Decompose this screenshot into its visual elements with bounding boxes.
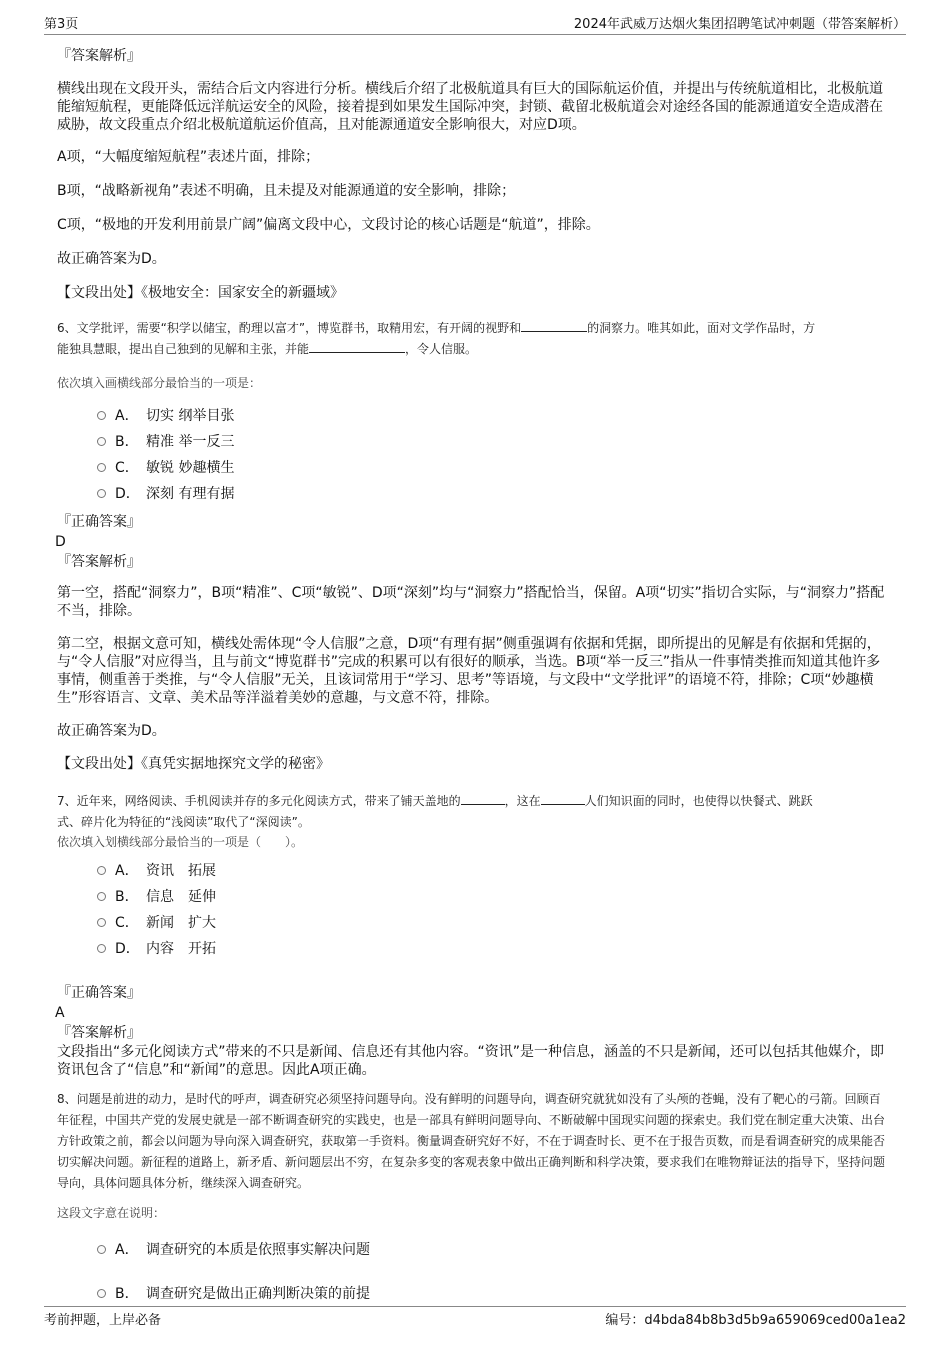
q7-option-b[interactable] [97,883,892,909]
option-text: 信息 延伸 [146,889,216,905]
radio-icon[interactable] [97,1289,106,1298]
q7-instruction: 依次填入划横线部分最恰当的一项是（ ）。 [57,835,304,849]
option-letter: A． [115,1242,139,1258]
radio-icon[interactable] [97,489,106,498]
q6-option-c[interactable] [97,454,892,480]
radio-icon[interactable] [97,918,106,927]
q5-analysis-a: A项，“大幅度缩短航程”表述片面，排除； [57,149,320,165]
option-letter: B． [115,1286,139,1302]
q6-options [57,402,892,506]
radio-icon[interactable] [97,463,106,472]
footer-slogan: 考前押题，上岸必备 [44,1312,162,1328]
option-letter: A． [115,863,139,879]
q5-conclusion: 故正确答案为D。 [57,251,166,267]
q7-blank-1 [461,804,505,805]
q6-analysis-p2: 第二空，根据文意可知，横线处需体现“令人信服”之意，D项“有理有据”侧重强调有依据和凭据，即所提出的见解是有依据和凭据的，与“令人信服”对应得当，且与前文“博览群书”完成的积累可以有很好的顺承，当选。B项“举一反三”指从一件事情类推而知道其他许多事情，侧重善于类推，与“令人信服”无关，且该词常用于“学习、思考”等语境，与文段中“文学批评”的语境不符，排除；C项“妙趣横生”形容语言、文章、美术品等洋溢着美妙的意趣，与文意不符，排除。 [57,636,881,706]
q7-stem-part1: 7、近年来，网络阅读、手机阅读并存的多元化阅读方式，带来了铺天盖地的 [57,794,461,808]
q5-analysis-p1: 横线出现在文段开头，需结合后文内容进行分析。横线后介绍了北极航道具有巨大的国际航运价值，并提出与传统航道相比，北极航道能缩短航程，更能降低远洋航运安全的风险，接着提到如果发生国际冲突，封锁、截留北极航道会对途经各国的能源通道安全造成潜在威胁，故文段重点介绍北极航道航运价值高，且对能源通道安全影响很大，对应D项。 [57,81,883,133]
q7-answer-label: 『正确答案』 [57,985,141,1001]
q6-option-a[interactable] [97,402,892,428]
radio-icon[interactable] [97,437,106,446]
q7-options [57,857,892,961]
q6-stem-part3: 能独具慧眼，提出自己独到的见解和主张，并能 [57,342,310,356]
option-text: 精准 举一反三 [146,434,235,450]
page-header [44,10,906,35]
q7-stem [57,791,892,833]
radio-icon[interactable] [97,866,106,875]
q7-option-d[interactable] [97,935,892,961]
q6-blank-1 [521,331,587,332]
q6-conclusion: 故正确答案为D。 [57,723,166,739]
q6-stem-part1: 6、文学批评，需要“积学以储宝，酌理以富才”，博览群书，取精用宏，有开阔的视野和 [57,321,522,335]
document-code [605,1309,906,1328]
q6-stem-part2: 的洞察力。唯其如此，面对文学作品时，方 [587,321,816,335]
q7-answer: A [55,1005,65,1021]
q7-analysis-p1: 文段指出“多元化阅读方式”带来的不只是新闻、信息还有其他内容。“资讯”是一种信息，涵盖的不只是新闻，还可以包括其他媒介，即资讯包含了“信息”和“新闻”的意思。因此A项正确。 [57,1044,885,1078]
q5-source: 【文段出处】《极地安全：国家安全的新疆域》 [57,285,344,301]
option-text: 资讯 拓展 [146,863,216,879]
option-letter: C． [115,460,139,476]
q8-option-b[interactable] [97,1280,892,1306]
q6-stem [57,318,892,360]
page-content [57,40,892,1306]
q5-analysis-b: B项，“战略新视角”表述不明确，且未提及对能源通道的安全影响，排除； [57,183,516,199]
option-letter: A． [115,408,139,424]
option-letter: D． [115,486,140,502]
q6-stem-part4: ，令人信服。 [405,342,478,356]
option-text: 内容 开拓 [146,941,216,957]
q5-analysis-label: 『答案解析』 [57,48,141,64]
document-code-label: 编号： [605,1312,645,1328]
q8-options [57,1236,892,1306]
radio-icon[interactable] [97,1245,106,1254]
q8-option-a[interactable] [97,1236,892,1262]
q6-answer-label: 『正确答案』 [57,514,141,530]
q7-option-a[interactable] [97,857,892,883]
q8-instruction: 这段文字意在说明： [57,1206,166,1220]
page-footer [44,1306,906,1329]
q7-blank-2 [541,804,585,805]
q7-analysis-label: 『答案解析』 [57,1025,141,1041]
q6-analysis-p1: 第一空，搭配“洞察力”，B项“精准”、C项“敏锐”、D项“深刻”均与“洞察力”搭配恰当，保留。A项“切实”指切合实际，与“洞察力”搭配不当，排除。 [57,585,885,619]
q6-instruction: 依次填入画横线部分最恰当的一项是： [57,376,262,390]
radio-icon[interactable] [97,892,106,901]
option-text: 切实 纲举目张 [146,408,235,424]
document-title: 2024年武威万达烟火集团招聘笔试冲刺题（带答案解析） [573,17,906,32]
q8-stem: 8、问题是前进的动力，是时代的呼声，调查研究必须坚持问题导向。没有鲜明的问题导向，调查研究就犹如没有了头颅的苍蝇，没有了靶心的弓箭。回顾百年征程，中国共产党的发展史就是一部不断调查研究的实践史，也是一部具有鲜明问题导向、不断破解中国现实问题的探索史。我们党在制定重大决策、出台方针政策之前，都会以问题为导向深入调查研究，获取第一手资料。衡量调查研究好不好，不在于调查时长、更不在于报告页数，而是看调查研究的成果能否切实解决问题。新征程的道路上，新矛盾、新问题层出不穷，在复杂多变的客观表象中做出正确判断和科学决策，要求我们在唯物辩证法的指导下，坚持问题导向，具体问题具体分析，继续深入调查研究。 [57,1092,886,1190]
option-text: 敏锐 妙趣横生 [146,460,235,476]
option-text: 新闻 扩大 [146,915,216,931]
radio-icon[interactable] [97,944,106,953]
radio-icon[interactable] [97,411,106,420]
option-text: 调查研究的本质是依照事实解决问题 [146,1242,370,1258]
q6-option-b[interactable] [97,428,892,454]
q6-analysis-label: 『答案解析』 [57,554,141,570]
option-letter: B． [115,889,139,905]
q6-answer: D [55,534,66,550]
option-text: 深刻 有理有据 [146,486,235,502]
q6-blank-2 [309,352,405,353]
option-letter: C． [115,915,139,931]
q7-stem-part3: 人们知识面的同时，也使得以快餐式、跳跃 [584,794,813,808]
document-code-value: d4bda84b8b3d5b9a659069ced00a1ea2 [644,1312,906,1328]
q6-option-d[interactable] [97,480,892,506]
page-number: 第3页 [44,17,79,32]
option-letter: D． [115,941,140,957]
option-letter: B． [115,434,139,450]
q6-source: 【文段出处】《真凭实据地探究文学的秘密》 [57,756,330,772]
option-text: 调查研究是做出正确判断决策的前提 [146,1286,370,1302]
q7-option-c[interactable] [97,909,892,935]
q7-stem-part4: 式、碎片化为特征的“浅阅读”取代了“深阅读”。 [57,815,310,829]
q7-stem-part2: ，这在 [504,794,541,808]
q5-analysis-c: C项，“极地的开发利用前景广阔”偏离文段中心，文段讨论的核心话题是“航道”，排除。 [57,217,600,233]
